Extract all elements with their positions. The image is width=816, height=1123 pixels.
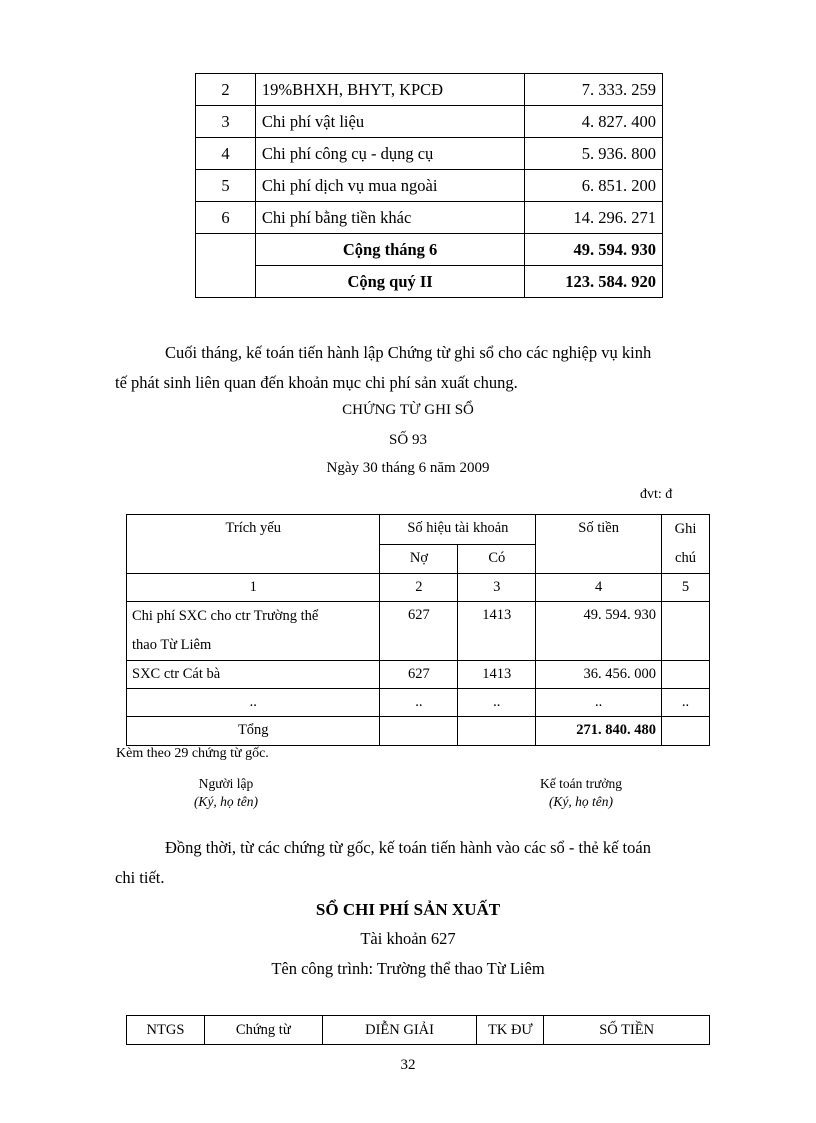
unit-label: đvt: đ: [640, 487, 673, 502]
table-row: [196, 74, 663, 106]
voucher-title: CHỨNG TỪ GHI SỔ: [342, 402, 474, 418]
header-co: Có: [458, 544, 536, 574]
row-note: [662, 661, 710, 689]
header-dien-giai: DIỄN GIẢI: [322, 1016, 477, 1045]
table-row: [127, 661, 710, 689]
empty-cell: [196, 234, 256, 298]
voucher-table: [126, 514, 710, 746]
table-row: [196, 106, 663, 138]
header-trich-yeu: Trích yếu: [127, 515, 380, 574]
empty-cell: [662, 717, 710, 746]
ledger-project: Tên công trình: Trường thể thao Từ Liêm: [271, 959, 545, 978]
table-row: [127, 602, 710, 661]
col-number: 3: [458, 574, 536, 602]
header-so-hieu: Số hiệu tài khoản: [380, 515, 536, 545]
col-number: 4: [536, 574, 662, 602]
debit-account: 627: [380, 602, 458, 661]
attached-documents: Kèm theo 29 chứng từ gốc.: [116, 746, 269, 761]
debit-account: 627: [380, 661, 458, 689]
paragraph-1-line-1: Cuối tháng, kế toán tiến hành lập Chứng từ ghi sổ cho các nghiệp vụ kinh: [165, 343, 652, 362]
ghi-chu-line-2: chú: [675, 550, 696, 566]
table-row: [196, 138, 663, 170]
header-ghi-chu: [662, 515, 710, 574]
paragraph-2-line-2: chi tiết.: [115, 868, 165, 887]
desc-line-2: thao Từ Liêm: [132, 637, 212, 653]
col-number: 5: [662, 574, 710, 602]
column-number-row: [127, 574, 710, 602]
row-amount: 7. 333. 259: [525, 74, 663, 106]
header-tk-du: TK ĐƯ: [477, 1016, 544, 1045]
signer-right: [481, 775, 681, 811]
row-description: Chi phí dịch vụ mua ngoài: [255, 170, 524, 202]
ledger-account: Tài khoản 627: [360, 929, 456, 948]
total-label: Tổng: [127, 717, 380, 746]
row-amount: 4. 827. 400: [525, 106, 663, 138]
voucher-number: SỐ 93: [389, 432, 427, 448]
row-number: 2: [196, 74, 256, 106]
credit-account: 1413: [458, 602, 536, 661]
row-amount: 36. 456. 000: [536, 661, 662, 689]
total-month-row: [196, 234, 663, 266]
signer-right-title: Kế toán trưởng: [540, 776, 622, 791]
debit-account: ..: [380, 689, 458, 717]
table-row: [127, 689, 710, 717]
header-row: [127, 515, 710, 545]
signer-left-note: (Ký, họ tên): [193, 794, 259, 809]
row-number: 6: [196, 202, 256, 234]
credit-account: 1413: [458, 661, 536, 689]
table-row: [196, 202, 663, 234]
row-amount: 5. 936. 800: [525, 138, 663, 170]
row-description: Chi phí vật liệu: [255, 106, 524, 138]
paragraph-2-line-1: Đồng thời, từ các chứng từ gốc, kế toán tiến hành vào các sổ - thẻ kế toán: [165, 838, 651, 857]
total-quarter-value: 123. 584. 920: [525, 266, 663, 298]
expense-summary-table: [195, 73, 663, 298]
header-chung-tu: Chứng từ: [204, 1016, 322, 1045]
row-description: ..: [127, 689, 380, 717]
row-number: 3: [196, 106, 256, 138]
row-description: Chi phí công cụ - dụng cụ: [255, 138, 524, 170]
signer-left: [126, 775, 326, 811]
ledger-header-table: [126, 1015, 710, 1045]
total-month-label: Cộng tháng 6: [255, 234, 524, 266]
row-note: [662, 602, 710, 661]
row-number: 4: [196, 138, 256, 170]
credit-account: ..: [458, 689, 536, 717]
row-note: ..: [662, 689, 710, 717]
voucher-date: Ngày 30 tháng 6 năm 2009: [326, 460, 490, 476]
row-description: SXC ctr Cát bà: [127, 661, 380, 689]
header-no: Nợ: [380, 544, 458, 574]
ledger-title: SỔ CHI PHÍ SẢN XUẤT: [315, 900, 501, 919]
page-number: 32: [400, 1057, 416, 1073]
header-ntgs: NTGS: [127, 1016, 205, 1045]
row-amount: 6. 851. 200: [525, 170, 663, 202]
col-number: 2: [380, 574, 458, 602]
empty-cell: [380, 717, 458, 746]
row-amount: ..: [536, 689, 662, 717]
row-description: 19%BHXH, BHYT, KPCĐ: [255, 74, 524, 106]
row-description: [127, 602, 380, 661]
signer-left-title: Người lập: [198, 776, 254, 791]
header-so-tien: Số tiền: [536, 515, 662, 574]
signer-right-note: (Ký, họ tên): [548, 794, 614, 809]
desc-line-1: Chi phí SXC cho ctr Trường thể: [132, 608, 319, 624]
total-row: [127, 717, 710, 746]
row-description: Chi phí bằng tiền khác: [255, 202, 524, 234]
header-so-tien: SỐ TIỀN: [544, 1016, 710, 1045]
ghi-chu-line-1: Ghi: [674, 521, 697, 537]
row-amount: 49. 594. 930: [536, 602, 662, 661]
empty-cell: [458, 717, 536, 746]
total-month-value: 49. 594. 930: [525, 234, 663, 266]
paragraph-1-line-2: tế phát sinh liên quan đến khoản mục chi phí sản xuất chung.: [115, 373, 518, 392]
total-quarter-row: [196, 266, 663, 298]
total-quarter-label: Cộng quý II: [255, 266, 524, 298]
col-number: 1: [127, 574, 380, 602]
row-number: 5: [196, 170, 256, 202]
row-amount: 14. 296. 271: [525, 202, 663, 234]
table-row: [196, 170, 663, 202]
header-row: [127, 1016, 710, 1045]
total-value: 271. 840. 480: [536, 717, 662, 746]
